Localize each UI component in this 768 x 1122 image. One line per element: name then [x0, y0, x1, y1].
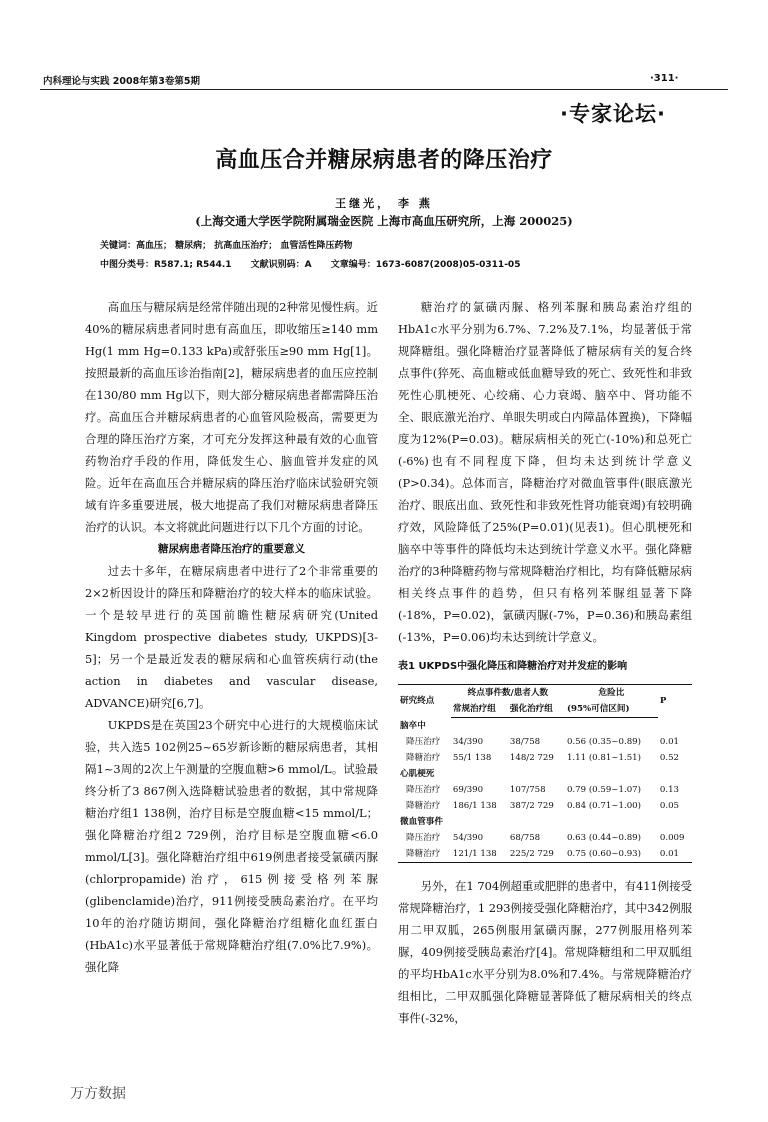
table-cell: 38/758 — [509, 737, 541, 747]
classification-line — [100, 257, 536, 270]
table-cell: 0.009 — [659, 833, 685, 843]
table-cell: 107/758 — [509, 785, 546, 795]
table-cell: 1.11 (0.81~1.51) — [566, 753, 641, 763]
table-cell: 69/390 — [452, 785, 484, 795]
table-cell: 148/2 729 — [509, 753, 554, 763]
table-cell: 186/1 138 — [452, 801, 497, 811]
left-paragraph: 过去十多年，在糖尿病患者中进行了2个非常重要的2×2析因设计的降压和降糖治疗的较大样本的临床试验。一个是较早进行的英国前瞻性糖尿病研究(United Kingdom prospective diabetes study, UKPDS)[3-5]；另一个是最近发表的糖尿病和心血管疾病行动(the action in diabetes and vascular disease, ADVANCE)研究[6,7]。 — [85, 564, 378, 710]
table-cell: 225/2 729 — [508, 846, 565, 863]
article-affiliation: (上海交通大学医学院附属瑞金医院 上海市高血压研究所，上海 200025) — [195, 214, 573, 228]
table-cell: 0.63 (0.44~0.89) — [566, 833, 641, 843]
table-header: (95%可信区间) — [565, 701, 658, 718]
table-cell: 0.01 — [659, 737, 680, 747]
left-column — [85, 296, 378, 978]
table-cell: 降糖治疗 — [406, 753, 441, 763]
table-header: 研究终点 — [398, 685, 451, 718]
table-header: 终点事件数/患者人数 — [451, 685, 565, 702]
keywords: 关键词：高血压； 糖尿病； 抗高血压治疗； 血管活性降压药物 — [100, 241, 353, 251]
table-cell: 55/1 138 — [452, 753, 492, 763]
table-cell: 降糖治疗 — [406, 801, 441, 811]
table-row — [398, 734, 692, 750]
table-group-label: 心肌梗死 — [400, 769, 435, 779]
table-cell: 降压治疗 — [406, 737, 441, 747]
table-cell: 0.01 — [658, 846, 692, 863]
table-cell: 121/1 138 — [451, 846, 508, 863]
table-cell: 降糖治疗 — [398, 846, 451, 863]
article-title: 高血压合并糖尿病患者的降压治疗 — [215, 148, 553, 173]
table-header: 强化治疗组 — [508, 701, 565, 718]
table-cell: 降压治疗 — [406, 785, 441, 795]
table-row — [398, 750, 692, 766]
clc-number: 中图分类号：R587.1; R544.1 — [100, 260, 232, 270]
table-cell: 0.79 (0.59~1.07) — [566, 785, 641, 795]
right-paragraph: 另外，在1 704例超重或肥胖的患者中，有411例接受常规降糖治疗，1 293例接受强化降糖治疗，其中342例服用二甲双胍，265例服用氯磺丙脲，277例服用格列苯脲，409例接受胰岛素治疗[4]。常规降糖组和二甲双胍组的平均HbA1c水平分别为8.0%和7.4%。与常规降糖治疗组相比，二甲双胍强化降糖显著降低了糖尿病相关的终点事件(-32%， — [398, 879, 692, 1025]
table-title: 表1 UKPDS中强化降压和降糖治疗对并发症的影响 — [398, 661, 628, 672]
table-row — [398, 782, 692, 798]
right-column — [398, 296, 692, 1029]
right-paragraph: 糖治疗的氯磺丙脲、格列苯脲和胰岛素治疗组的HbA1c水平分别为6.7%、7.2%及7.1%，均显著低于常规降糖组。强化降糖治疗显著降低了糖尿病有关的复合终点事件(猝死、高血糖或低血糖导致的死亡、致死性和非致死性心肌梗死、心绞痛、心力衰竭、脑卒中、肾功能不全、眼底激光治疗、单眼失明或白内障晶体置换)，下降幅度为12%(P=0.03)。糖尿病相关的死亡(-10%)和总死亡(-6%)也有不同程度下降，但均未达到统计学意义(P>0.34)。总体而言，降糖治疗对微血管事件(眼底激光治疗、眼底出血、致死性和非致死性肾功能衰竭)有较明确疗效，风险降低了25%(P=0.01)(见表1)。但心肌梗死和脑卒中等事件的降低均未达到统计学意义水平。强化降糖治疗的3种降糖药物与常规降糖治疗相比，均有降低糖尿病相关终点事件的趋势，但只有格列苯脲组显著下降(-18%，P=0.02)，氯磺丙脲(-7%，P=0.36)和胰岛素组(-13%，P=0.06)均未达到统计学意义。 — [398, 300, 692, 644]
table-cell: 0.13 — [659, 785, 680, 795]
journal-header: 内科理论与实践 2008年第3卷第5期 — [43, 76, 200, 87]
table-cell: 0.75 (0.60~0.93) — [565, 846, 658, 863]
table-cell: 68/758 — [509, 833, 541, 843]
left-paragraph: 高血压与糖尿病是经常伴随出现的2种常见慢性病。近40%的糖尿病患者同时患有高血压，即收缩压≥140 mm Hg(1 mm Hg=0.133 kPa)或舒张压≥90 mm Hg[1]。按照最新的高血压诊治指南[2]，糖尿病患者的血压应控制在130/80 mm Hg以下，则大部分糖尿病患者都需降压治疗。高血压合并糖尿病患者的心血管风险极高，需要更为合理的降压治疗方案，才可充分发挥这种最有效的心血管药物治疗手段的作用，降低发生心、脑血管并发症的风险。近年在高血压合并糖尿病的降压治疗临床试验研究领域有许多重要进展，极大地提高了我们对糖尿病患者降压治疗的认识。本文将就此问题进行以下几个方面的讨论。 — [85, 300, 378, 534]
watermark: 万方数据 — [70, 1086, 126, 1102]
table-cell: 0.05 — [659, 801, 680, 811]
page-number: ·311· — [650, 73, 679, 84]
table-header: 危险比 — [565, 685, 658, 702]
section-heading: 糖尿病患者降压治疗的重要意义 — [158, 543, 305, 555]
table-cell: 0.84 (0.71~1.00) — [566, 801, 641, 811]
table-cell: 降压治疗 — [406, 833, 441, 843]
table-cell: 0.56 (0.35~0.89) — [566, 737, 641, 747]
article-authors: 王继光， 李 燕 — [335, 197, 433, 210]
results-table — [398, 684, 692, 863]
table-cell: 54/390 — [452, 833, 484, 843]
document-code: 文献识别码：A — [250, 260, 312, 270]
header-divider — [40, 89, 728, 90]
table-row — [398, 830, 692, 846]
table-row — [398, 846, 692, 863]
table-row — [398, 798, 692, 814]
table-header: 常规治疗组 — [451, 701, 508, 718]
table-cell: 0.52 — [659, 753, 680, 763]
table-cell: 387/2 729 — [509, 801, 554, 811]
table-header: P — [658, 685, 692, 718]
section-tag: ·专家论坛· — [560, 102, 666, 126]
left-paragraph: UKPDS是在英国23个研究中心进行的大规模临床试验，共入选5 102例25~65岁新诊断的糖尿病患者，其相隔1~3周的2次上午测量的空腹血糖>6 mmol/L。试验最终分析了3 867例入选降糖试验患者的数据，其中常规降糖治疗组1 138例，治疗目标是空腹血糖<15 mmol/L；强化降糖治疗组2 729例，治疗目标是空腹血糖<6.0 mmol/L[3]。强化降糖治疗组中619例患者接受氯磺丙脲(chlorpropamide)治疗，615例接受格列苯脲(glibenclamide)治疗，911例接受胰岛素治疗。在平均10年的治疗随访期间，强化降糖治疗组糖化血红蛋白(HbA1c)水平显著低于常规降糖治疗组(7.0%比7.9%)。强化降 — [85, 718, 378, 974]
article-number: 文章编号：1673-6087(2008)05-0311-05 — [330, 260, 521, 270]
table-group-label: 脑卒中 — [400, 721, 426, 731]
table-cell: 34/390 — [452, 737, 484, 747]
table-group-label: 微血管事件 — [400, 817, 443, 827]
